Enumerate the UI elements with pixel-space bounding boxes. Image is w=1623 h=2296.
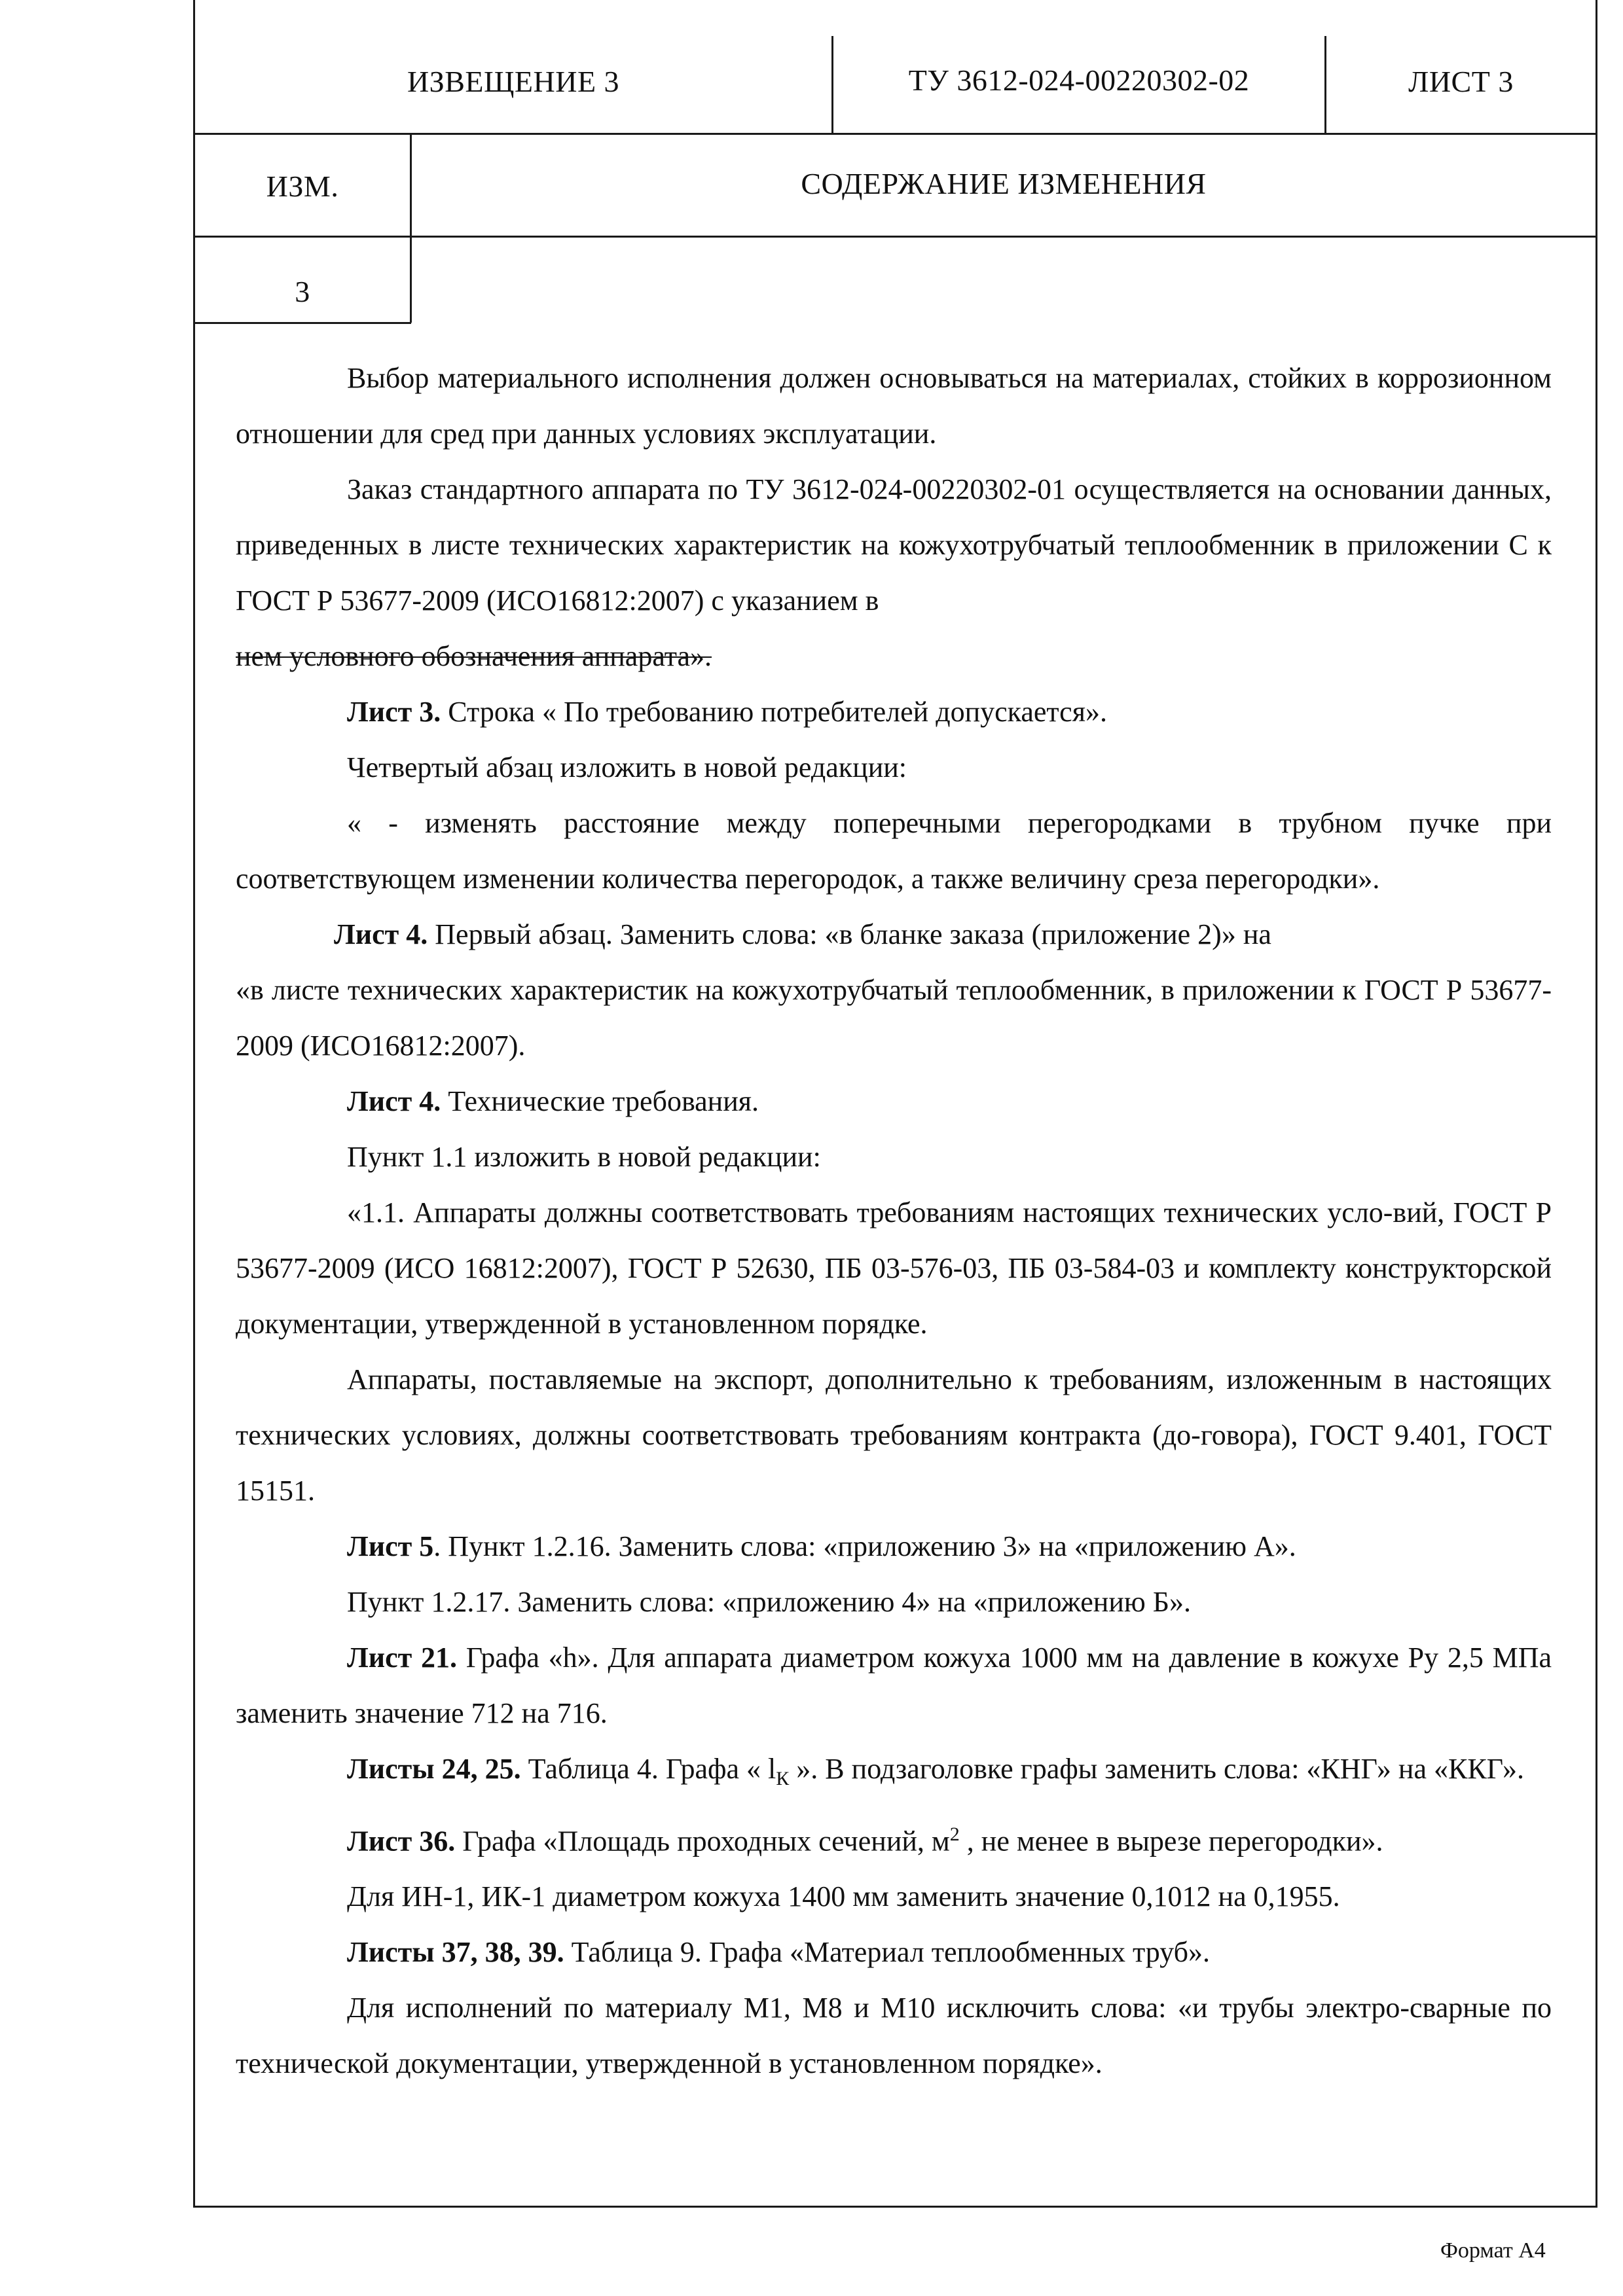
- paragraph-text: Строка « По требованию потребителей допускается».: [441, 696, 1107, 728]
- paragraph-clause-1-1-text: «1.1. Аппараты должны соответствовать требованиям настоящих технических усло-вий, ГОСТ Р 53677-2009 (ИСО 16812:2007), ГОСТ Р 52630, ПБ 03-576-03, ПБ 03-584-03 и комплекту конструкторской документации, утвержденной в установленном порядке.: [236, 1196, 1552, 1340]
- header-row2-bottom: [193, 236, 1597, 238]
- paragraph-sheets37-39: [236, 1924, 1552, 1980]
- paragraph-text: Таблица 4. Графа « l: [520, 1753, 776, 1785]
- paragraph-sheet5: [236, 1518, 1552, 1574]
- paragraph-order-struck-line: нем условного обозначения аппарата».: [236, 640, 712, 672]
- paragraph-sheet3: [236, 684, 1552, 740]
- paragraph-clause-1-1: Пункт 1.1 изложить в новой редакции:: [347, 1141, 821, 1173]
- paragraph-clause-1-2-17: Пункт 1.2.17. Заменить слова: «приложению 4» на «приложению Б».: [347, 1586, 1191, 1618]
- sheet-ref: Лист 5: [347, 1530, 434, 1562]
- change-content: [236, 350, 1552, 2091]
- paragraph-in1-ik1: Для ИН-1, ИК-1 диаметром кожуха 1400 мм заменить значение 0,1012 на 0,1955.: [347, 1880, 1340, 1913]
- paragraph-export: Аппараты, поставляемые на экспорт, дополнительно к требованиям, изложенным в настоящих технических условиях, должны соответствовать требованиям контракта (до-говора), ГОСТ 9.401, ГОСТ 15151.: [236, 1363, 1552, 1507]
- change-cell-bottom: [193, 322, 411, 324]
- paragraph-material: Выбор материального исполнения должен основываться на материалах, стойких в коррозионном отношении для сред при данных условиях эксплуатации.: [236, 362, 1552, 450]
- superscript-2: 2: [949, 1823, 960, 1845]
- paragraph-sheets24-25: [236, 1741, 1552, 1806]
- sheet-ref: Листы 24, 25.: [347, 1753, 521, 1785]
- paragraph-text: Графа «Площадь проходных сечений, м: [455, 1825, 950, 1857]
- page-format-label: Формат А4: [1440, 2238, 1546, 2263]
- sheet-ref: Лист 4.: [334, 918, 428, 950]
- sheet-ref: Лист 21.: [347, 1641, 457, 1674]
- frame-left-border: [193, 0, 195, 2207]
- sheet-ref: Лист 36.: [347, 1825, 456, 1857]
- header-row1-bottom: [193, 133, 1597, 135]
- paragraph-sheet36: [236, 1806, 1552, 1869]
- paragraph-sheet21: [236, 1630, 1552, 1741]
- paragraph-text: Первый абзац. Заменить слова: «в бланке заказа (приложение 2)» на: [428, 918, 1271, 950]
- change-number: 3: [295, 275, 310, 308]
- paragraph-text: ». В подзаголовке графы заменить слова: «КНГ» на «ККГ».: [789, 1753, 1525, 1785]
- subscript-k: К: [776, 1767, 790, 1789]
- paragraph-text: Графа «h». Для аппарата диаметром кожуха 1000 мм на давление в кожухе Ру 2,5 МПа заменить значение 712 на 716.: [236, 1641, 1552, 1729]
- content-column-header: СОДЕРЖАНИЕ ИЗМЕНЕНИЯ: [801, 167, 1207, 200]
- notice-title: ИЗВЕЩЕНИЕ 3: [407, 65, 620, 98]
- frame-bottom-border: [193, 2206, 1597, 2208]
- paragraph-sheet4-requirements: [236, 1073, 1552, 1129]
- paragraph-order: Заказ стандартного аппарата по ТУ 3612-024-00220302-01 осуществляется на основании данных, приведенных в листе технических характеристик на кожухотрубчатый теплообменник в приложении С к ГОСТ Р 53677-2009 (ИСО16812:2007) с указанием в: [236, 473, 1552, 617]
- paragraph-sheet4-first: [236, 906, 1552, 962]
- divider-change-col: [410, 133, 412, 323]
- sheet-ref: Листы 37, 38, 39.: [347, 1936, 564, 1969]
- paragraph-text: , не менее в вырезе перегородки».: [959, 1825, 1383, 1857]
- paragraph-tech-sheet: «в листе технических характеристик на кожухотрубчатый теплообменник, в приложении к ГОСТ Р 53677-2009 (ИСО16812:2007).: [236, 974, 1552, 1062]
- paragraph-partitions: « - изменять расстояние между поперечными перегородками в трубном пучке при соответствующем изменении количества перегородок, а также величину среза перегородки».: [236, 807, 1552, 895]
- paragraph-text: Технические требования.: [441, 1085, 759, 1117]
- paragraph-materials-m1: Для исполнений по материалу М1, М8 и М10 исключить слова: «и трубы электро-сварные по технической документации, утвержденной в установленном порядке».: [236, 1992, 1552, 2080]
- sheet-ref: Лист 3.: [347, 696, 441, 728]
- sheet-number: ЛИСТ 3: [1408, 65, 1514, 98]
- frame-right-border: [1596, 0, 1597, 2207]
- document-code: ТУ 3612-024-00220302-02: [908, 63, 1250, 97]
- sheet-ref: Лист 4.: [347, 1085, 441, 1117]
- paragraph-fourth-abzac: Четвертый абзац изложить в новой редакции:: [347, 751, 907, 783]
- paragraph-text: Таблица 9. Графа «Материал теплообменных труб».: [564, 1936, 1210, 1969]
- change-column-header: ИЗМ.: [266, 170, 339, 203]
- paragraph-text: . Пункт 1.2.16. Заменить слова: «приложению 3» на «приложению А».: [433, 1530, 1296, 1562]
